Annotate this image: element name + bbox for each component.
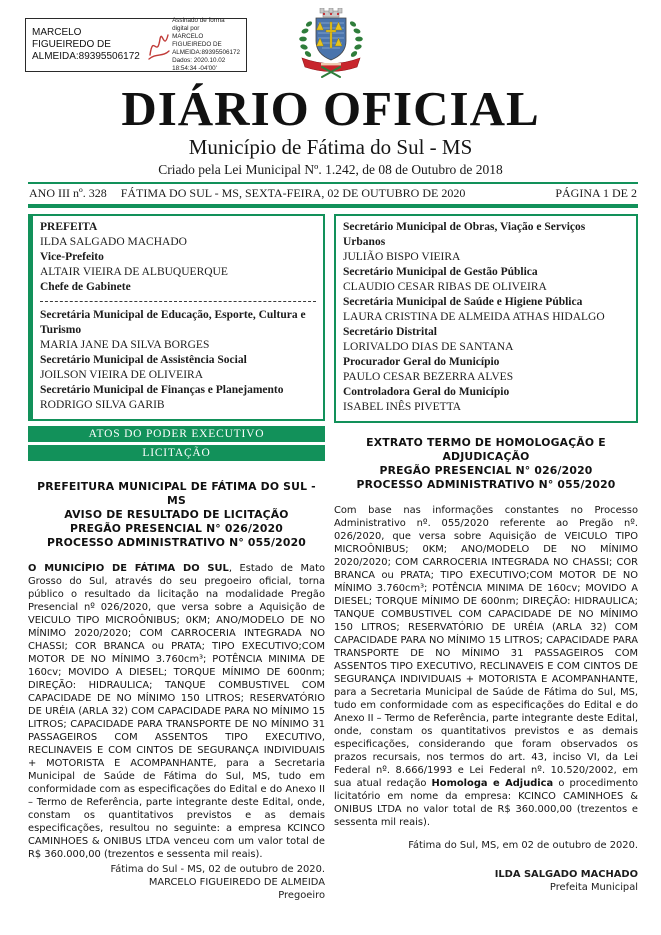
- closing-signer-role: Prefeita Municipal: [549, 882, 638, 893]
- edition-date: FÁTIMA DO SUL - MS, SEXTA-FEIRA, 02 DE OUTUBRO DE 2020: [120, 186, 466, 200]
- signature-name: MARCELO FIGUEIREDO DE ALMEIDA:89395506172: [32, 27, 140, 62]
- official-name: MARIA JANE DA SILVA BORGES: [40, 339, 210, 351]
- green-rule-bottom: [28, 204, 638, 208]
- official-name: JULIÃO BISPO VIEIRA: [343, 251, 461, 263]
- content-columns: [28, 214, 638, 902]
- spacer: [334, 852, 638, 868]
- signature-scribble-icon: [147, 25, 171, 65]
- article-heading: [334, 436, 638, 492]
- official-name: PAULO CESAR BEZERRA ALVES: [343, 371, 514, 383]
- official-name: RODRIGO SILVA GARIB: [40, 399, 165, 411]
- right-column: [334, 214, 638, 902]
- closing-signer: MARCELO FIGUEIREDO DE ALMEIDA: [148, 877, 325, 888]
- article-aviso-resultado: [28, 480, 325, 902]
- official-role: Chefe de Gabinete: [40, 281, 131, 293]
- gazette-subtitle: Município de Fátima do Sul - MS: [188, 135, 473, 159]
- edition-number: ANO III nº. 328: [29, 186, 107, 200]
- closing-signer-role: Pregoeiro: [278, 890, 325, 901]
- official-role: Secretário Municipal de Finanças e Planejamento: [40, 384, 284, 396]
- gazette-law-line: Criado pela Lei Municipal Nº. 1.242, de 08 de Outubro de 2018: [158, 162, 503, 177]
- dashed-divider: [40, 301, 316, 302]
- heading-line: EXTRATO TERMO DE HOMOLOGAÇÃO E ADJUDICAÇÃO: [366, 436, 606, 463]
- signature-detail-line: Dados: 2020.10.02 18:54:34 -04'00': [172, 57, 226, 72]
- section-banner-atos: ATOS DO PODER EXECUTIVO: [28, 426, 325, 442]
- signature-detail-line: ALMEIDA:89395506172: [172, 49, 240, 56]
- official-role: Secretário Distrital: [343, 326, 437, 338]
- heading-line: PREGÃO PRESENCIAL N° 026/2020: [69, 522, 283, 535]
- signature-detail-line: Assinado de forma digital por: [172, 17, 225, 32]
- article-bold-phrase: Homologa e Adjudica: [431, 778, 554, 789]
- official-name: ALTAIR VIEIRA DE ALBUQUERQUE: [40, 266, 228, 278]
- page-indicator: PÁGINA 1 DE 2: [555, 186, 637, 200]
- heading-line: PREGÃO PRESENCIAL N° 026/2020: [379, 464, 593, 477]
- closing-dateline: Fátima do Sul, MS, em 02 de outubro de 2020.: [408, 840, 638, 851]
- closing-signer: ILDA SALGADO MACHADO: [494, 869, 638, 880]
- gazette-title: DIÁRIO OFICIAL: [121, 81, 540, 136]
- article-body: [28, 562, 325, 861]
- article-lead: O MUNICÍPIO DE FÁTIMA DO SUL: [28, 563, 229, 574]
- official-name: LORIVALDO DIAS DE SANTANA: [343, 341, 514, 353]
- official-name: ILDA SALGADO MACHADO: [40, 236, 187, 248]
- official-role: Controladora Geral do Município: [343, 386, 510, 398]
- municipal-coat-of-arms-icon: [293, 8, 369, 78]
- article-text: , Estado de Mato Grosso do Sul, através do seu pregoeiro oficial, torna público o resultado da licitação na modalidade Pregão Presencial nº 026/2020, que versa sobre a Aquisição de VEICULO TIPO MICROÔNIBUS; 0KM; ANO/MODELO DE NO MÍNIMO 2020/2020; COM CARROCERIA INTEGRADA NO CHASSI; COR BRANCA ou PRATA; TIPO EXECUTIVO;COM MOTOR DE NO MÍNIMO 3.760cm³; POTÊNCIA MINIMA DE 160cv; MOVIDO A DIESEL; TORQUE MÍNIMO DE 600nm; DIREÇÃO: HIDRAULICA; TANQUE COMBUSTIVEL COM CAPACIDADE DE NO MÍNIMO 150 LITROS; RESERVATÓRIO DE URÉIA (ARLA 32) COM CAPACIDADE PARA NO MÍNIMO 15 LITROS; CAPACIDADE PARA TRANSPORTE DE NO MÍNIMO 31 PASSAGEIROS COM ASSENTOS TIPO EXECUTIVO, RECLINAVEIS E COM CINTOS DE SEGURANÇA INDIVIDUAIS + MOTORISTA E ACOMPANHANTE, para a Secretaria Municipal de Saúde de Fátima do Sul, MS, tudo em conformidade com as especificações do Edital e do Anexo II – Termo de Referência, parte integrante deste Edital, onde, constam os quantitativos previstos e as demais especificações, resultou no seguinte: a empresa KCINCO CAMINHOES & ONIBUS LTDA venceu com um valor total de R$ 360.000,00 (trezentos e sessenta mil reais).: [28, 563, 325, 860]
- article-extrato-homologacao: [334, 436, 638, 894]
- digital-signature-box: [25, 18, 247, 72]
- official-role: Secretário Municipal de Gestão Pública: [343, 266, 538, 278]
- page-top-row: [0, 0, 661, 78]
- article-text: Com base nas informações constantes no Processo Administrativo nº. 055/2020 referente ao Pregão nº. 026/2020, que versa sobre Aquisição de VEICULO TIPO MICROÔNIBUS; 0KM; ANO/MODELO DE NO MÍNIMO 2020/2020; COM CARROCERIA INTEGRADA NO CHASSI; COR BRANCA ou PRATA; TIPO EXECUTIVO;COM MOTOR DE NO MÍNIMO 3.760cm³; POTÊNCIA MINIMA DE 160cv; MOVIDO A DIESEL; TORQUE MÍNIMO DE 600nm; DIREÇÃO: HIDRAULICA; TANQUE COMBUSTIVEL COM CAPACIDADE DE NO MÍNIMO 150 LITROS; RESERVATÓRIO DE URÉIA (ARLA 32) COM CAPACIDADE PARA NO MÍNIMO 15 LITROS; CAPACIDADE PARA TRANSPORTE DE NO MÍNIMO 31 PASSAGEIROS COM ASSENTOS TIPO EXECUTIVO, RECLINAVEIS E COM CINTOS DE SEGURANÇA INDIVIDUAIS + MOTORISTA E ACOMPANHANTE, para a Secretaria Municipal de Saúde de Fátima do Sul, MS, tudo em conformidade com as especificações do Edital e do Anexo II – Termo de Referência, parte integrante deste Edital, onde, constam os quantitativos previstos e as demais especificações, considerando que foram observados os prazos recursais, nos termos do art. 43, inciso VI, da Lei Federal nº. 8.666/1993 e Lei Federal nº. 10.520/2002, em sua atual redação: [334, 505, 638, 789]
- official-name: LAURA CRISTINA DE ALMEIDA ATHAS HIDALGO: [343, 311, 605, 323]
- left-column: [28, 214, 325, 902]
- signature-detail-line: MARCELO FIGUEIREDO DE: [172, 33, 222, 48]
- section-banner-licitacao: LICITAÇÃO: [28, 445, 325, 461]
- officials-box-right: [334, 214, 638, 423]
- official-name: JOILSON VIEIRA DE OLIVEIRA: [40, 369, 204, 381]
- heading-line: PROCESSO ADMINISTRATIVO N° 055/2020: [46, 536, 307, 549]
- heading-line: PROCESSO ADMINISTRATIVO N° 055/2020: [356, 478, 616, 491]
- official-role: Secretário Municipal de Obras, Viação e Serviços Urbanos: [343, 221, 586, 248]
- masthead: [0, 81, 661, 178]
- signature-details: [172, 17, 240, 73]
- article-closing: [334, 839, 638, 894]
- heading-line: AVISO DE RESULTADO DE LICITAÇÃO: [64, 508, 289, 521]
- meta-bar: [28, 182, 638, 208]
- official-name: CLAUDIO CESAR RIBAS DE OLIVEIRA: [343, 281, 547, 293]
- article-text: o procedimento licitatório em nome da empresa: KCINCO CAMINHOES & ONIBUS LTDA no valor total de R$ 360.000,00 (trezentos e sessenta mil reais).: [334, 778, 639, 828]
- official-role: PREFEITA: [40, 221, 98, 233]
- article-body: [334, 504, 638, 829]
- closing-dateline: Fátima do Sul - MS, 02 de outubro de 2020.: [110, 864, 325, 875]
- heading-line: PREFEITURA MUNICIPAL DE FÁTIMA DO SUL - MS: [37, 480, 316, 507]
- article-closing: [28, 863, 325, 902]
- official-role: Procurador Geral do Município: [343, 356, 500, 368]
- official-name: ISABEL INÊS PIVETTA: [343, 401, 462, 413]
- officials-box-left: [28, 214, 325, 421]
- official-role: Secretária Municipal de Educação, Esporte, Cultura e Turismo: [40, 309, 306, 336]
- official-role: Secretário Municipal de Assistência Social: [40, 354, 247, 366]
- article-heading: [28, 480, 325, 550]
- official-role: Vice-Prefeito: [40, 251, 104, 263]
- official-role: Secretária Municipal de Saúde e Higiene Pública: [343, 296, 583, 308]
